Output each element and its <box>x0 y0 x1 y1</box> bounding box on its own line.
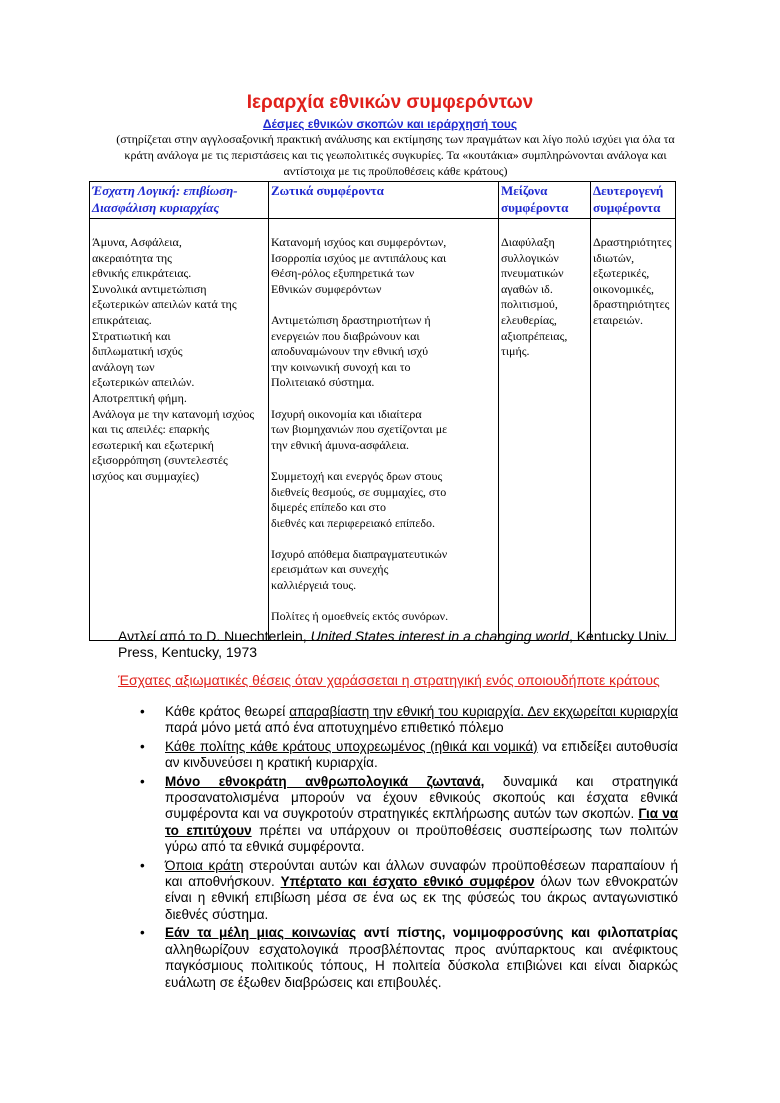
cell-line: συλλογικών <box>501 250 559 265</box>
cell-line: διπλωματική ισχύς <box>92 344 183 359</box>
cell-line: Ισχυρό απόθεμα διαπραγματευτικών <box>271 546 448 561</box>
cell-line: οικονομικές, <box>593 281 654 296</box>
cell-line: Ισχυρή οικονομία και ιδιαίτερα <box>271 406 422 421</box>
cell-line: ιδιωτών, <box>593 250 635 265</box>
cell-line: ανάλογη των <box>92 359 155 374</box>
cell-line: εξισορρόπηση (συντελεστές <box>92 453 228 468</box>
cell-line: Στρατιωτική και <box>92 328 171 343</box>
page-subtitle: Δέσμες εθνικών σκοπών και ιεράρχησή τους <box>262 117 518 131</box>
cell-line: ερεισμάτων και συνεχής <box>271 562 389 577</box>
list-item: • Εάν τα μέλη μιας κοινωνίας αντί πίστης, νομιμοφροσύνης και φιλοπατρίας αλληθωρίζουν εσχατολογικά προσβλέποντας προς ανύπαρκτους και ανέφικτους παγκόσμιους πολιτικούς τόπους, Η πολιτεία δύσκολα επιβιώνει και είναι διαρκώς ευάλωτη σε έξωθεν διαβρώσεις και επιβουλές. <box>140 925 678 990</box>
cell-line: επικράτειας. <box>92 312 152 327</box>
cell-line: εξωτερικές, <box>593 266 650 281</box>
cell-line: τιμής. <box>501 344 530 359</box>
header-major: Μείζονα συμφέροντα <box>499 182 591 219</box>
header-ultimate: Έσχατη Λογική: επιβίωση- Διασφάλιση κυριαρχίας <box>90 182 269 219</box>
cell-line: Ισορροπία ισχύος με αντιπάλους και <box>271 250 447 265</box>
cell-line: εσωτερική και εξωτερική <box>92 437 214 452</box>
cell-line: διεθνείς θεσμούς, σε συμμαχίες, στο <box>271 484 447 499</box>
cell-line: πολιτισμού, <box>501 297 558 312</box>
cell-line <box>271 531 496 547</box>
cell-major <box>499 219 591 641</box>
cell-vital <box>269 219 499 641</box>
cell-line: ισχύος και συμμαχίες) <box>92 468 200 483</box>
cell-line: Άμυνα, Ασφάλεια, <box>92 235 182 249</box>
cell-line: αποδυναμώνουν την εθνική ισχύ <box>271 344 429 359</box>
cell-line: ενεργειών που διαβρώνουν και <box>271 328 420 343</box>
cell-line: Δραστηριότητες <box>593 235 672 249</box>
list-item: • Κάθε πολίτης κάθε κράτους υποχρεωμένος (ηθικά και νομικά) να επιδείξει αυτοθυσία αν κινδυνεύσει η κρατική κυριαρχία. <box>140 738 678 771</box>
cell-line: Διαφύλαξη <box>501 235 555 249</box>
interests-table <box>89 181 676 641</box>
cell-line: Εθνικών συμφερόντων <box>271 281 382 296</box>
cell-line: εθνικής επικράτειας. <box>92 266 192 281</box>
source-citation: Αντλεί από το D. Nuechterlein, United States interest in a changing world, Kentucky Univ. Press, Kentucky, 1973 <box>118 628 670 660</box>
cell-line: Κατανομή ισχύος και συμφερόντων, <box>271 235 447 249</box>
cell-line: Πολιτειακό σύστημα. <box>271 375 375 390</box>
header-vital: Ζωτικά συμφέροντα <box>269 182 499 219</box>
cell-secondary <box>591 219 676 641</box>
cell-line: εξωτερικών απειλών. <box>92 375 195 390</box>
cell-line <box>271 391 496 407</box>
cell-line: εξωτερικών απειλών κατά της <box>92 297 237 312</box>
cell-line: και τις απειλές: επαρκής <box>92 422 210 437</box>
cell-line: ελευθερίας, <box>501 312 557 327</box>
cell-line: την εθνική άμυνα-ασφάλεια. <box>271 437 409 452</box>
cell-line <box>271 594 496 610</box>
cell-line: Πολίτες ή ομοεθνείς εκτός συνόρων. <box>271 609 449 624</box>
cell-line: ακεραιότητα της <box>92 250 172 265</box>
cell-line: καλλιέργειά τους. <box>271 578 357 593</box>
cell-line: αξιοπρέπειας, <box>501 328 568 343</box>
cell-line: Αντιμετώπιση δραστηριοτήτων ή <box>271 312 431 327</box>
cell-line: Ανάλογα με την κατανομή ισχύος <box>92 406 255 421</box>
axioms-list <box>118 704 678 993</box>
cell-line: δραστηριότητες <box>593 297 670 312</box>
intro-paragraph: (στηρίζεται στην αγγλοσαξονική πρακτική ανάλυσης και εκτίμησης των πραγμάτων και λίγο πολύ ισχύει για όλα τα κράτη ανάλογα με τις περιστάσεις και τις γεωπολιτικές συγκυρίες. Τα «κουτάκια» συμπληρώνονται ανάλογα και αντίστοιχα με τις προϋποθέσεις κάθε κράτους) <box>116 132 675 178</box>
section-heading: Έσχατες αξιωματικές θέσεις όταν χαράσσεται η στρατηγική ενός οποιουδήποτε κράτους <box>118 672 660 688</box>
cell-line: πνευματικών <box>501 266 564 281</box>
cell-line: Συμμετοχή και ενεργός δρων στους <box>271 468 443 483</box>
list-item: • Κάθε κράτος θεωρεί απαραβίαστη την εθνική του κυριαρχία. Δεν εκχωρείται κυριαρχία παρά μόνο μετά από ένα αποτυχημένο επιθετικό πόλεμο <box>140 704 679 736</box>
cell-line: διμερές επίπεδο και στο <box>271 500 386 515</box>
cell-line: διεθνές και περιφερειακό επίπεδο. <box>271 515 436 530</box>
list-item: • Μόνο εθνοκράτη ανθρωπολογικά ζωντανά, δυναμικά και στρατηγικά προσανατολισμένα μπορούν να έχουν εθνικούς σκοπούς και έσχατα εθνικά συμφέροντα και να συγκροτούν στρατηγικές εκπλήρωσης αυτών των σκοπών. Για να το επιτύχουν πρέπει να υπάρχουν οι προϋποθέσεις συσπείρωσης των πολιτών γύρω από τα εθνικά συμφέροντα. <box>140 773 678 855</box>
header-secondary: Δευτερογενή συμφέροντα <box>591 182 676 219</box>
cell-line: την κοινωνική συνοχή και το <box>271 359 411 374</box>
cell-line: Αποτρεπτική φήμη. <box>92 390 187 405</box>
cell-line: αγαθών ιδ. <box>501 281 553 296</box>
page-title: Ιεραρχία εθνικών συμφερόντων <box>246 92 534 113</box>
cell-line: Θέση-ρόλος εξυπηρετικά των <box>271 266 415 281</box>
cell-line <box>271 297 496 313</box>
cell-line <box>271 453 496 469</box>
cell-line: των βιομηχανιών που σχετίζονται με <box>271 422 448 437</box>
cell-ultimate <box>90 219 269 641</box>
list-item: • Όποια κράτη στερούνται αυτών και άλλων συναφών προϋποθέσεων παραπαίουν ή και αποθνήσκουν. Υπέρτατο και έσχατο εθνικό συμφέρον όλων των εθνοκρατών είναι η εθνική επιβίωση μέσα σε ένα ως εκ της φύσεώς του άκρως ανταγωνιστικό διεθνές σύστημα. <box>140 857 678 922</box>
cell-line: Συνολικά αντιμετώπιση <box>92 281 207 296</box>
cell-line: εταιρειών. <box>593 312 643 327</box>
